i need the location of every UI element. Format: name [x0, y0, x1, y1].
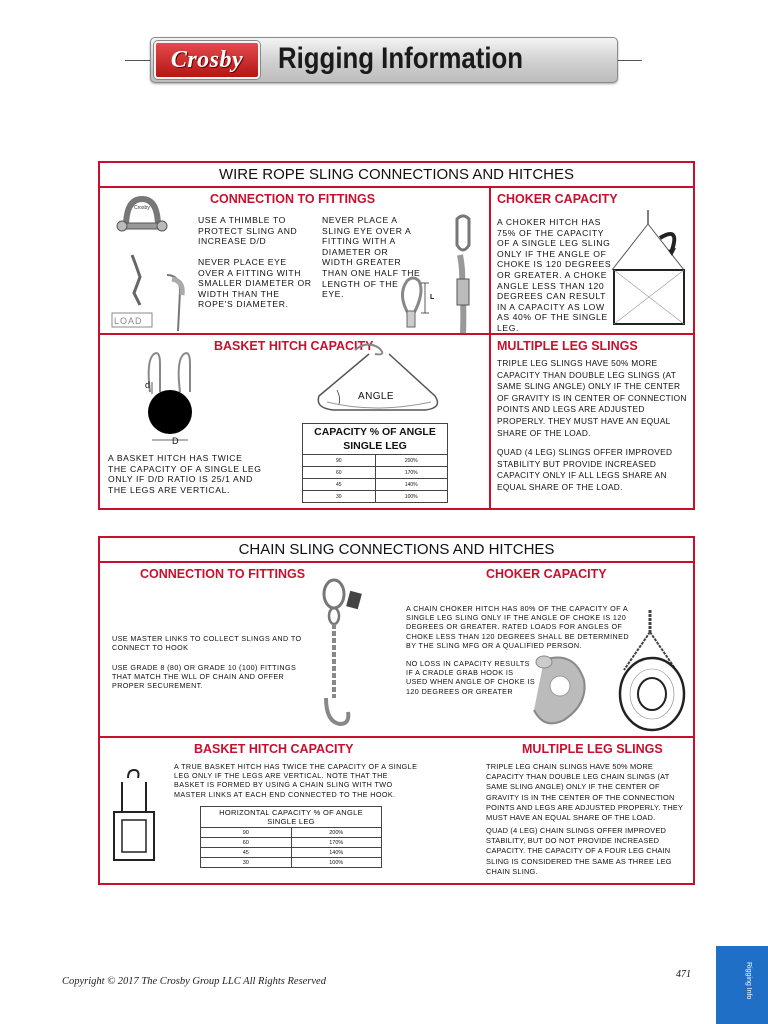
ch-connection-text-grade: USE GRADE 8 (80) OR GRADE 10 (100) FITTINGS THAT MATCH THE WLL OF CHAIN AND OFFER PROPER SECUREMENT.: [112, 663, 297, 691]
wr-multiple-heading: MULTIPLE LEG SLINGS: [497, 339, 638, 353]
chain-basket-block-icon: [110, 768, 160, 864]
ch-row-angle: 30: [201, 858, 292, 868]
wr-basket-heading: BASKET HITCH CAPACITY: [214, 339, 374, 353]
wr-connection-text-eye: NEVER PLACE EYE OVER A FITTING WITH SMALLER DIAMETER OR WIDTH THAN THE ROPE'S DIAMETER.: [198, 257, 312, 310]
sling-thimble-vertical-icon: [448, 215, 478, 333]
wr-capacity-table: [302, 423, 448, 503]
ch-capacity-table-header: HORIZONTAL CAPACITY % OF ANGLE SINGLE LEG: [201, 807, 382, 828]
basket-hitch-drum-icon: [140, 352, 200, 450]
chain-title: CHAIN SLING CONNECTIONS AND HITCHES: [100, 538, 693, 563]
header-rule-left: [125, 60, 151, 61]
ch-multiple-text-quad: QUAD (4 LEG) CHAIN SLINGS OFFER IMPROVED STABILITY, BUT DO NOT PROVIDE INCREASED CAPACITY. THE CAPACITY OF A FOUR LEG CHAIN SLING IS CONSIDERED THE SAME AS THREE LEG CHAIN SLING.: [486, 826, 672, 876]
wr-multiple-text-triple: TRIPLE LEG SLINGS HAVE 50% MORE CAPACITY THAN DOUBLE LEG SLINGS (AT SAME SLING ANGLE) ONLY IF THE CENTER OF GRAVITY IS IN CENTER OF CONNECTION POINTS AND LEGS ARE ADJUSTED PROPERLY. THEY MUST HAVE AN EQUAL SHARE OF THE LOAD.: [497, 358, 687, 438]
ch-multiple-text-triple: TRIPLE LEG CHAIN SLINGS HAVE 50% MORE CAPACITY THAN DOUBLE LEG CHAIN SLINGS (AT SAME SLING ANGLE) ONLY IF THE CENTER OF GRAVITY IS IN THE CENTER OF THE CONNECTION POINTS AND LEGS ARE ADJUSTED PROPERLY. THEY MUST HAVE AN EQUAL SHARE OF THE LOAD.: [486, 762, 683, 823]
wr-row-angle: 45: [303, 479, 376, 491]
header-rule-right: [618, 60, 642, 61]
chain-divider-mid: [100, 736, 693, 738]
wr-multiple-text-quad: QUAD (4 LEG) SLINGS OFFER IMPROVED STABILITY BUT PROVIDE INCREASED CAPACITY ONLY IF ALL LEGS SHARE AN EQUAL SHARE OF THE LOAD.: [497, 447, 673, 492]
choker-hitch-box-icon: [610, 210, 690, 330]
wr-row-pct: 100%: [375, 491, 448, 503]
wr-connection-heading: CONNECTION TO FITTINGS: [210, 192, 376, 206]
ch-capacity-table: [200, 806, 382, 868]
sling-eye-icon: [395, 275, 445, 330]
ch-row-angle: 45: [201, 848, 292, 858]
wire-rope-title: WIRE ROPE SLING CONNECTIONS AND HITCHES: [100, 163, 693, 188]
section-tab-label: Rigging Info: [745, 962, 752, 1000]
wr-connection-text-length: NEVER PLACE A SLING EYE OVER A FITTING WITH A DIAMETER OR WIDTH GREATER THAN ONE HALF THE LENGTH OF THE EYE.: [322, 215, 421, 300]
page-title: Rigging Information: [278, 42, 524, 75]
ch-row-pct: 100%: [291, 858, 382, 868]
ch-connection-heading: CONNECTION TO FITTINGS: [140, 567, 306, 581]
ch-row-angle: 90: [201, 828, 292, 838]
wire-rope-divider-upper: [489, 188, 491, 334]
angle-label: ANGLE: [358, 391, 394, 402]
wr-row-angle: 90: [303, 455, 376, 467]
wr-connection-text-thimble: USE A THIMBLE TO PROTECT SLING AND INCREASE D/D: [198, 215, 298, 247]
wire-rope-divider-lower: [489, 335, 491, 508]
chain-choker-coil-icon: [612, 610, 692, 734]
rope-diameter-label: d: [145, 380, 151, 390]
wr-row-angle: 60: [303, 467, 376, 479]
wr-basket-text: A BASKET HITCH HAS TWICE THE CAPACITY OF A SINGLE LEG ONLY IF D/D RATIO IS 25/1 AND THE LEGS ARE VERTICAL.: [108, 453, 262, 495]
ch-choker-text-cradle: NO LOSS IN CAPACITY RESULTS IF A CRADLE GRAB HOOK IS USED WHEN ANGLE OF CHOKE IS 120 DEGREES OR GREATER: [406, 659, 536, 696]
ch-basket-heading: BASKET HITCH CAPACITY: [194, 742, 354, 756]
ch-row-pct: 140%: [291, 848, 382, 858]
ch-multiple-heading: MULTIPLE LEG SLINGS: [522, 742, 663, 756]
eye-length-label: L: [430, 294, 435, 301]
cradle-grab-hook-icon: [524, 650, 594, 730]
ch-row-pct: 200%: [291, 828, 382, 838]
wr-row-pct: 200%: [375, 455, 448, 467]
wr-row-pct: 170%: [375, 467, 448, 479]
copyright: Copyright © 2017 The Crosby Group LLC All Rights Reserved: [62, 976, 326, 987]
chain-sling-master-link-icon: [320, 578, 370, 730]
ch-row-angle: 60: [201, 838, 292, 848]
wr-choker-heading: CHOKER CAPACITY: [497, 192, 618, 206]
ch-choker-text-main: A CHAIN CHOKER HITCH HAS 80% OF THE CAPACITY OF A SINGLE LEG SLING ONLY IF THE ANGLE OF CHOKE IS 120 DEGREES OR GREATER. RATED LOADS FOR ANGLES OF CHOKE LESS THAN 120 DEGREES SHALL BE DETERMINED BY THE SLING MFG OR A QUALIFIED PERSON.: [406, 604, 629, 650]
drum-diameter-label: D: [172, 436, 179, 446]
basket-angle-sling-icon: [315, 338, 443, 418]
ch-row-pct: 170%: [291, 838, 382, 848]
load-label: LOAD: [114, 316, 143, 326]
ch-basket-text: A TRUE BASKET HITCH HAS TWICE THE CAPACITY OF A SINGLE LEG ONLY IF THE LEGS ARE VERTICAL. NOTE THAT THE BASKET IS FORMED BY USING A CHAIN SLING WITH TWO MASTER LINKS AT EACH END CONNECTED TO THE HOOK.: [174, 762, 418, 799]
shackle-thimble-icon: [112, 195, 192, 335]
page-number: 471: [676, 969, 691, 980]
wr-row-pct: 140%: [375, 479, 448, 491]
section-tab-rigging-info[interactable]: [716, 946, 768, 1024]
ch-choker-heading: CHOKER CAPACITY: [486, 567, 607, 581]
ch-connection-text-master: USE MASTER LINKS TO COLLECT SLINGS AND TO CONNECT TO HOOK: [112, 634, 302, 653]
wr-choker-text: A CHOKER HITCH HAS 75% OF THE CAPACITY OF A SINGLE LEG SLING ONLY IF THE ANGLE OF CHOKE IS 120 DEGREES OR GREATER. A CHOKE ANGLE LESS THAN 120 DEGREES CAN RESULT IN A CAPACITY AS LOW AS 40% OF THE SINGLE LEG.: [497, 217, 612, 333]
svg-text:Crosby: Crosby: [134, 205, 150, 211]
crosby-logo: Crosby: [154, 41, 260, 79]
wr-capacity-table-header: CAPACITY % OF ANGLE SINGLE LEG: [303, 424, 448, 455]
wr-row-angle: 30: [303, 491, 376, 503]
